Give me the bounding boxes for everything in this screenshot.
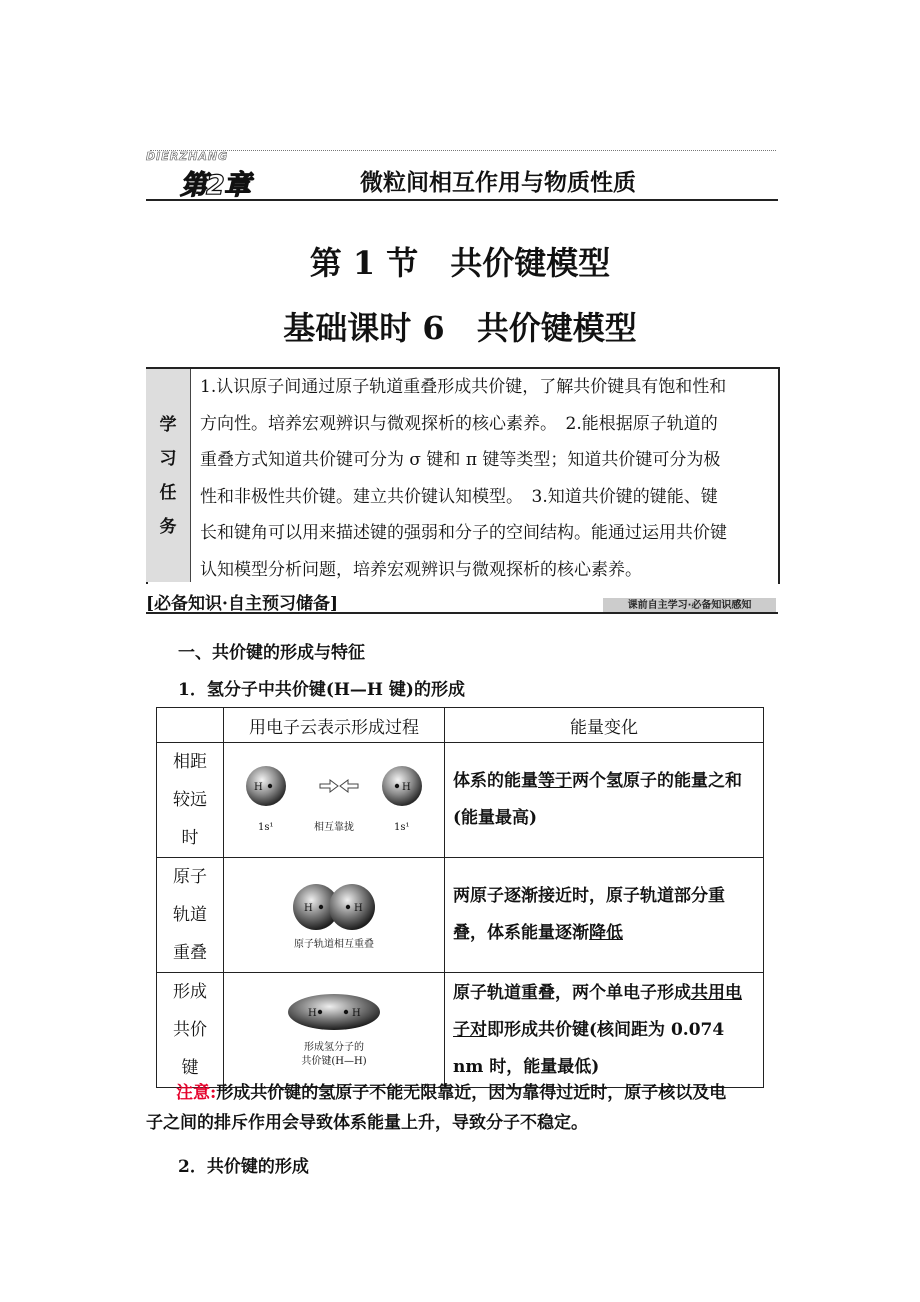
atom-label: H [254, 782, 263, 793]
task-label-char: 学 [159, 414, 177, 435]
electron-dot [346, 905, 350, 909]
atom-label: H [402, 782, 411, 793]
electron-dot [344, 1010, 348, 1014]
orbital-label: 1s¹ [394, 822, 410, 833]
hydrogen-atom-cloud [329, 884, 375, 930]
chapter-title: 微粒间相互作用与物质性质 [360, 169, 636, 196]
energy-description: 体系的能量等于两个氢原子的能量之和(能量最高) [445, 743, 764, 858]
table-corner [157, 708, 224, 743]
table-row [157, 973, 764, 1088]
col-header-energy: 能量变化 [445, 708, 764, 743]
section-title: 第 1 节 共价键模型 [309, 244, 611, 282]
task-line: 方向性。培养宏观辨识与微观探析的核心素养。 2.能根据原子轨道的 [200, 413, 718, 434]
atom-label: H [354, 903, 363, 914]
diagram-far-apart [224, 743, 445, 858]
electron-dot [319, 905, 323, 909]
diagram-caption: 共价键(H—H) [301, 1056, 367, 1067]
diagram-bond [224, 973, 445, 1088]
diagram-overlap [224, 858, 445, 973]
molecular-orbital-cloud [288, 994, 380, 1030]
table-row [157, 743, 764, 858]
heading-1: 一、共价键的形成与特征 [178, 643, 365, 663]
energy-description: 原子轨道重叠，两个单电子形成共用电子对即形成共价键(核间距为 0.074 nm 时，能量最低) [445, 973, 764, 1088]
task-label-char: 务 [159, 516, 177, 537]
col-header-process: 用电子云表示形成过程 [224, 708, 445, 743]
note-key: 注意: [176, 1083, 217, 1103]
heading-2: 1．氢分子中共价键(H—H 键)的形成 [178, 680, 465, 700]
task-line: 重叠方式知道共价键可分为 σ 键和 π 键等类型；知道共价键可分为极 [200, 450, 721, 470]
diagram-caption: 相互靠拢 [314, 822, 354, 833]
table-row [157, 858, 764, 973]
diagram-caption: 形成氢分子的 [304, 1042, 364, 1053]
bond-formation-table [156, 707, 764, 1088]
task-line: 性和非极性共价键。建立共价键认知模型。 3.知道共价键的键能、键 [200, 486, 718, 507]
atom-label: H [308, 1008, 317, 1019]
banner-rule [146, 612, 778, 614]
banner-tag: 课前自主学习·必备知识感知 [603, 598, 776, 613]
electron-cloud-bond-diagram [234, 988, 434, 1072]
electron-dot [318, 1010, 322, 1014]
banner-title: [必备知识·自主预习储备] [146, 594, 339, 614]
electron-dot [268, 784, 272, 788]
hydrogen-atom-cloud [246, 766, 286, 806]
electron-cloud-overlap-diagram [234, 875, 434, 955]
row-stage: 形成 共价 键 [157, 973, 224, 1088]
task-line: 1.认识原子间通过原子轨道重叠形成共价键，了解共价键具有饱和性和 [200, 377, 727, 397]
atom-label: H [352, 1008, 361, 1019]
heading-3: 2．共价键的形成 [178, 1157, 309, 1177]
learning-task-text [200, 369, 770, 588]
arrow-left-icon [340, 780, 358, 792]
learning-task-label [146, 369, 191, 582]
task-label-char: 任 [159, 482, 177, 503]
arrow-right-icon [320, 780, 338, 792]
task-line: 认知模型分析问题，培养宏观辨识与微观探析的核心素养。 [200, 559, 642, 580]
orbital-label: 1s¹ [258, 822, 274, 833]
diagram-caption: 原子轨道相互重叠 [294, 939, 374, 950]
note-line-1: 注意:形成共价键的氢原子不能无限靠近，因为靠得过近时，原子核以及电 [176, 1083, 727, 1103]
row-stage: 相距 较远 时 [157, 743, 224, 858]
chapter-badge: 第2章 [180, 170, 250, 201]
task-line: 长和键角可以用来描述键的强弱和分子的空间结构。能通过运用共价键 [200, 523, 727, 543]
chapter-pinyin: DIERZHANG [146, 150, 229, 163]
electron-cloud-far-diagram [234, 760, 434, 840]
electron-dot [395, 784, 399, 788]
lesson-title: 基础课时 6 共价键模型 [283, 309, 637, 347]
header-dotted-rule [150, 150, 776, 151]
header-rule [146, 199, 778, 201]
atom-label: H [304, 903, 313, 914]
energy-description: 两原子逐渐接近时，原子轨道部分重叠，体系能量逐渐降低 [445, 858, 764, 973]
note-line-2: 子之间的排斥作用会导致体系能量上升，导致分子不稳定。 [146, 1113, 588, 1133]
task-label-char: 习 [159, 448, 177, 469]
row-stage: 原子 轨道 重叠 [157, 858, 224, 973]
